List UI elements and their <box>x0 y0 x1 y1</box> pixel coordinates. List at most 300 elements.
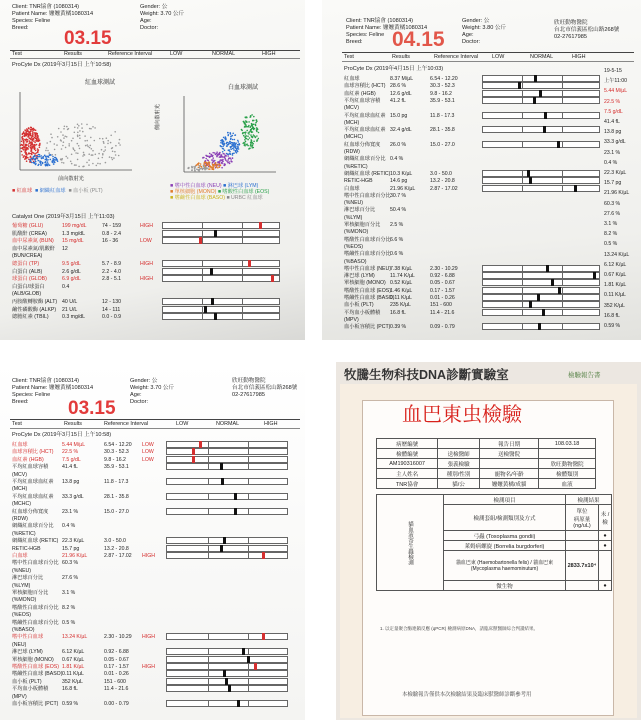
test-name: 平均紅血球血紅素 <box>344 112 386 119</box>
photo-top-right <box>322 0 641 340</box>
scatter-dot <box>111 157 113 159</box>
previous-result: 22.3 K/µL <box>604 170 627 176</box>
test-result: 0.6 % <box>390 251 404 258</box>
range-bar <box>482 323 600 330</box>
range-marker <box>537 294 540 301</box>
scatter-dot <box>217 153 219 155</box>
scatter-dot <box>36 152 38 154</box>
procyte-header: ProCyte Dx (2019年3月15日 上午10:58) <box>12 432 112 438</box>
test-name: 平均紅血球血紅素 <box>344 127 386 134</box>
scatter-dot <box>253 134 255 136</box>
scatter-dot <box>34 144 36 146</box>
scatter-dot <box>36 141 38 143</box>
test-result: 14.6 pg <box>390 178 408 185</box>
scatter-dot <box>249 137 251 139</box>
scatter-dot <box>31 137 33 139</box>
previous-result: 23.1 % <box>604 149 621 156</box>
previous-result: 3.1 % <box>604 221 618 227</box>
test-result: 23.1 % <box>62 508 79 515</box>
col-low: LOW <box>176 421 189 427</box>
scatter-dot <box>46 147 48 149</box>
scatter-dot <box>79 130 81 132</box>
scatter-dot <box>28 127 30 129</box>
scatter-dot <box>33 162 35 164</box>
test-name: 淋巴球 (LYM) <box>344 273 375 280</box>
scatter-dot <box>255 136 257 138</box>
species-line: Species: Feline <box>12 392 51 398</box>
test-result: 0.39 % <box>390 324 407 331</box>
scatter-dot <box>248 121 250 123</box>
range-bar <box>482 287 600 294</box>
scatter-dot <box>246 130 248 132</box>
test-name: (BUN/CREA) <box>12 253 43 260</box>
scatter-dot <box>250 145 252 147</box>
test-name: 紅血球 <box>12 442 28 448</box>
scatter-dot <box>86 140 88 142</box>
scatter-dot <box>225 139 227 141</box>
scatter-dot <box>102 153 104 155</box>
scatter-dot <box>243 135 245 137</box>
scatter-dot <box>25 140 27 142</box>
test-name: 紅血球分佈寬度 <box>12 508 49 515</box>
scatter-dot <box>225 136 227 138</box>
scatter-dot <box>228 142 230 144</box>
scatter-dot <box>230 161 232 163</box>
gender-line: Gender: 公 <box>140 4 168 10</box>
scatter-dot <box>245 133 247 135</box>
col-ref: Reference Interval <box>108 51 153 57</box>
test-result: 16.8 fL <box>62 686 78 693</box>
scatter-dot <box>210 155 212 157</box>
scatter-dot <box>104 146 106 148</box>
scatter-dot <box>30 142 32 144</box>
range-bar <box>482 141 600 148</box>
range-bar <box>482 170 600 177</box>
scatter-dot <box>212 162 214 164</box>
scatter-dot <box>26 160 28 162</box>
report-footnote: 本檢驗報告僅供本次檢驗結果及臨床獸醫師診斷參考用 <box>402 692 532 698</box>
scatter-dot <box>228 161 230 163</box>
scatter-dot <box>204 161 206 163</box>
previous-result: 15.7 pg <box>604 180 622 187</box>
scatter-dot <box>206 162 208 164</box>
range-marker <box>542 309 545 316</box>
scatter-dot <box>235 151 237 153</box>
scatter-dot <box>26 141 28 143</box>
previous-result: 13.24 K/µL <box>604 251 630 258</box>
scatter-dot <box>29 137 31 139</box>
test-result: 0.4 <box>62 283 70 290</box>
test-ref: 3.0 - 50.0 <box>430 170 452 177</box>
scatter-dot <box>31 130 33 132</box>
range-marker <box>220 545 223 552</box>
test-ref: 16 - 36 <box>102 238 119 245</box>
scatter-dot <box>38 160 40 162</box>
scatter-dot <box>66 126 68 128</box>
patient-line: Patient Name: 嬤嬤黃橘1080314 <box>12 11 94 17</box>
test-name: 血小板 (PLT) <box>344 302 374 309</box>
scatter-dot <box>252 126 254 128</box>
scatter-dot <box>81 127 83 129</box>
scatter-dot <box>253 129 255 131</box>
hospital-name: 欣旺動物醫院 <box>232 378 266 384</box>
scatter-dot <box>39 143 41 145</box>
test-flag: LOW <box>142 456 154 463</box>
rbc-scatter-plot <box>14 90 134 180</box>
scatter-dot <box>25 135 27 137</box>
procyte-header: ProCyte Dx (2019年3月15日 上午10:58) <box>12 62 112 68</box>
range-bar <box>482 185 600 192</box>
scatter-dot <box>238 141 240 143</box>
test-result: 7.5 g/dL <box>62 456 81 463</box>
previous-result: 6.12 K/µL <box>604 261 627 268</box>
scatter-dot <box>209 153 211 155</box>
previous-result: 0.67 K/µL <box>604 272 627 278</box>
test-name: (%BASO) <box>344 258 367 265</box>
scatter-dot <box>107 143 109 145</box>
scatter-dot <box>23 141 25 143</box>
scatter-dot <box>99 138 101 140</box>
species-line: Species: Feline <box>12 18 51 24</box>
scatter-dot <box>50 159 52 161</box>
scatter-dot <box>34 153 36 155</box>
scatter-dot <box>78 166 80 168</box>
range-bar <box>482 265 600 272</box>
scatter-dot <box>99 163 101 165</box>
scatter-dot <box>216 151 218 153</box>
scatter-dot <box>23 146 25 148</box>
test-name: 淋巴球百分比 <box>344 207 376 214</box>
test-name: (MCH) <box>12 486 28 493</box>
ssc-axis-label: 側向散射光 <box>155 104 161 130</box>
test-name: 血球容積比 (HCT) <box>12 449 54 456</box>
scatter-dot <box>215 164 217 166</box>
range-bar <box>166 508 288 515</box>
test-name: (%MONO) <box>12 597 37 604</box>
scatter-dot <box>251 147 253 149</box>
scatter-dot <box>89 128 91 130</box>
scatter-dot <box>258 138 260 140</box>
test-name: (%RETIC) <box>12 530 36 537</box>
test-name: 嗜鹼性白血球 (BASO) <box>12 671 63 678</box>
test-name: 單核細胞百分比 <box>344 222 381 228</box>
scatter-dot <box>52 158 54 160</box>
range-marker <box>234 493 237 500</box>
previous-result: 16.8 fL <box>604 312 620 319</box>
range-bar <box>166 633 288 640</box>
photo-bottom-right <box>336 362 641 720</box>
scatter-dot <box>229 163 231 165</box>
scatter-dot <box>37 165 39 167</box>
scatter-dot <box>72 147 74 149</box>
range-bar <box>166 463 288 470</box>
scatter-dot <box>86 124 88 126</box>
range-bar <box>162 230 280 237</box>
test-ref: 6.54 - 12.20 <box>430 76 458 82</box>
previous-result: 8.2 % <box>604 231 618 238</box>
scatter-dot <box>232 142 234 144</box>
scatter-dot <box>66 136 68 138</box>
scatter-dot <box>249 131 251 133</box>
scatter-dot <box>229 132 231 134</box>
scatter-dot <box>232 148 234 150</box>
scatter-dot <box>92 126 94 128</box>
scatter-dot <box>51 161 53 163</box>
previous-result: 5.44 M/µL <box>604 88 628 95</box>
scatter-dot <box>113 157 115 159</box>
test-name: 白蛋白/球蛋白 <box>12 283 45 290</box>
range-marker <box>254 663 257 670</box>
test-name: 單核細胞百分比 <box>12 590 49 596</box>
range-marker <box>539 90 542 97</box>
report-title: 血巴東虫檢驗 <box>402 402 522 426</box>
range-bar <box>482 177 600 184</box>
range-bar <box>166 493 288 500</box>
test-name: 嗜中性白血球百分比 <box>12 560 59 567</box>
test-name: 丙胺酸轉胺酶 (ALT) <box>12 299 58 305</box>
scatter-dot <box>28 146 30 148</box>
range-marker <box>211 298 214 305</box>
scatter-dot <box>56 144 58 146</box>
previous-result: 22.5 % <box>604 98 621 105</box>
scatter-dot <box>233 149 235 151</box>
test-ref: 0.92 - 6.88 <box>430 273 455 280</box>
scatter-dot <box>217 163 219 165</box>
scatter-dot <box>102 138 104 140</box>
date-stamp: 04.15 <box>392 28 445 51</box>
scatter-dot <box>222 148 224 150</box>
test-name: 球蛋白 (GLOB) <box>12 276 47 283</box>
lab-name: 牧騰生物科技DNA診斷實驗室 <box>344 368 509 382</box>
scatter-dot <box>230 136 232 138</box>
test-ref: 14 - 111 <box>102 306 121 313</box>
range-marker <box>529 301 532 308</box>
scatter-dot <box>221 159 223 161</box>
scatter-dot <box>101 149 103 151</box>
scatter-dot <box>37 136 39 138</box>
range-marker <box>228 685 231 692</box>
scatter-dot <box>38 154 40 156</box>
scatter-dot <box>89 147 91 149</box>
scatter-dot <box>233 152 235 154</box>
side-label: 貓血液寄生蟲檢測 <box>377 495 444 591</box>
scatter-dot <box>223 153 225 155</box>
scatter-dot <box>248 133 250 135</box>
scatter-dot <box>82 131 84 133</box>
range-bar <box>482 309 600 316</box>
scatter-dot <box>229 141 231 143</box>
col-normal: NORMAL <box>216 421 240 427</box>
scatter-dot <box>54 149 56 151</box>
test-result: 33.3 g/dL <box>62 493 84 500</box>
scatter-dot <box>74 127 76 129</box>
test-name: 血球容積比 (HCT) <box>344 83 386 90</box>
test-ref: 0.05 - 0.67 <box>104 656 129 663</box>
range-marker <box>223 537 226 544</box>
scatter-dot <box>60 139 62 141</box>
test-result: 352 K/µL <box>62 678 83 685</box>
range-bar <box>482 82 600 89</box>
fsc-axis-label: 前向散射光 <box>58 176 84 182</box>
scatter-dot <box>61 148 63 150</box>
scatter-dot <box>45 159 47 161</box>
range-bar <box>162 237 280 244</box>
scatter-dot <box>54 157 56 159</box>
hospital-address: 台北市信義區松山路268號 <box>554 27 620 33</box>
test-name: 單核細胞 (MONO) <box>12 656 54 663</box>
scatter-dot <box>40 164 42 166</box>
test-name: 白蛋白 (ALB) <box>12 268 43 275</box>
test-ref: 11.8 - 17.3 <box>430 112 455 119</box>
scatter-dot <box>29 153 31 155</box>
test-result: 50.4 % <box>390 207 407 214</box>
col-test: Test <box>344 54 354 60</box>
scatter-dot <box>60 131 62 133</box>
test-name: (RDW) <box>344 149 360 155</box>
scatter-dot <box>50 141 52 143</box>
scatter-dot <box>230 146 232 148</box>
scatter-dot <box>114 151 116 153</box>
scatter-dot <box>61 162 63 164</box>
test-name: (%NEU) <box>12 567 32 574</box>
scatter-dot <box>79 135 81 137</box>
scatter-dot <box>253 141 255 143</box>
test-ref: 11.4 - 21.6 <box>430 309 455 316</box>
scatter-dot <box>232 157 234 159</box>
test-flag: LOW <box>142 442 154 448</box>
col-results: Results <box>392 54 410 60</box>
scatter-dot <box>79 148 81 150</box>
scatter-dot <box>211 159 213 161</box>
scatter-dot <box>74 164 76 166</box>
test-name: 網織紅血球百分比 <box>344 156 386 163</box>
test-name: RETIC-HGB <box>12 545 41 552</box>
test-flag: HIGH <box>140 261 153 267</box>
test-name: 血小板 (PLT) <box>12 678 42 685</box>
test-ref: 11.4 - 21.6 <box>104 686 129 693</box>
scatter-dot <box>31 135 33 137</box>
test-name: (MCV) <box>344 105 359 112</box>
scatter-dot <box>223 144 225 146</box>
range-bar <box>166 685 288 692</box>
scatter-dot <box>37 150 39 152</box>
previous-result: 33.3 g/dL <box>604 139 626 146</box>
test-ref: 0.17 - 1.57 <box>430 287 455 294</box>
unit-header: 單位 <box>576 508 588 515</box>
test-result: 7.38 K/µL <box>390 265 413 272</box>
scatter-dot <box>22 144 24 146</box>
test-name: (%EOS) <box>12 612 32 619</box>
scatter-dot <box>118 155 120 157</box>
scatter-dot <box>87 146 89 148</box>
range-bar <box>166 663 288 670</box>
scatter-dot <box>107 140 109 142</box>
scatter-dot <box>96 165 98 167</box>
test-result: 41.4 fL <box>62 464 78 471</box>
scatter-dot <box>63 141 65 143</box>
previous-result: 60.3 % <box>604 200 621 207</box>
test-result: 6.12 K/µL <box>62 649 85 656</box>
scatter-dot <box>33 140 35 142</box>
test-ref: 3.0 - 50.0 <box>104 538 126 545</box>
range-marker <box>551 279 554 286</box>
test-result: 28.6 % <box>390 83 407 90</box>
test-ref: 12 - 130 <box>102 299 122 305</box>
method-header: 檢測套組/檢測類別及方式 <box>444 505 566 531</box>
scatter-dot <box>224 155 226 157</box>
range-bar <box>482 112 600 119</box>
scatter-dot <box>30 159 32 161</box>
range-marker <box>262 633 265 640</box>
scatter-dot <box>86 162 88 164</box>
col-low: LOW <box>492 54 505 60</box>
scatter-dot <box>109 156 111 158</box>
wbc-legend <box>170 183 269 201</box>
scatter-dot <box>70 161 72 163</box>
scatter-dot <box>216 156 218 158</box>
previous-result: 27.6 % <box>604 210 621 217</box>
scatter-dot <box>58 128 60 130</box>
scatter-dot <box>36 139 38 141</box>
range-bar <box>166 552 288 559</box>
range-marker <box>214 313 217 320</box>
scatter-dot <box>65 156 67 158</box>
wbc-title: 白血球測試 <box>228 85 259 91</box>
test-result: 15 mg/dL <box>62 238 84 245</box>
scatter-dot <box>39 156 41 158</box>
test-result: 0.5 % <box>62 619 76 626</box>
test-name: 總膽紅素 (TBIL) <box>12 314 49 321</box>
scatter-dot <box>251 145 253 147</box>
range-bar <box>166 448 288 455</box>
scatter-dot <box>36 144 38 146</box>
scatter-dot <box>57 160 59 162</box>
range-marker <box>546 265 549 272</box>
test-result: 12.6 g/dL <box>390 90 412 97</box>
scatter-dot <box>212 152 214 154</box>
scatter-dot <box>40 161 42 163</box>
previous-result: 7.5 g/dL <box>604 108 623 115</box>
age-line: Age: <box>462 32 474 38</box>
range-marker <box>557 141 560 148</box>
scatter-dot <box>92 163 94 165</box>
previous-result: 19-5-15 <box>604 68 622 74</box>
scatter-dot <box>46 164 48 166</box>
test-result: 26.0 % <box>390 141 407 148</box>
date-stamp: 03.15 <box>68 398 116 419</box>
scatter-dot <box>238 148 240 150</box>
range-marker <box>247 656 250 663</box>
legend-retic: ■ 網織紅血球 <box>35 188 66 194</box>
range-marker <box>533 97 536 104</box>
test-item: 貓血巴東 (Haemobartonella felis) / 貓血巴東 (Mycoplasma haemominutum) <box>444 551 566 581</box>
gender-line: Gender: 公 <box>130 378 158 384</box>
scatter-dot <box>115 154 117 156</box>
scatter-dot <box>32 143 34 145</box>
test-result: 21.96 K/µL <box>62 553 88 559</box>
rbc-title: 紅血球測試 <box>85 80 116 86</box>
scatter-dot <box>32 133 34 135</box>
scatter-dot <box>200 163 202 165</box>
range-bar <box>162 306 280 313</box>
test-result: 8.37 M/µL <box>390 76 414 82</box>
scatter-dot <box>30 144 32 146</box>
scatter-dot <box>63 128 65 130</box>
breed-line: Breed: <box>12 399 29 405</box>
scatter-dot <box>244 123 246 125</box>
detect-header: 未 / 檢 <box>599 505 612 531</box>
previous-result: 1.81 K/µL <box>604 282 627 289</box>
